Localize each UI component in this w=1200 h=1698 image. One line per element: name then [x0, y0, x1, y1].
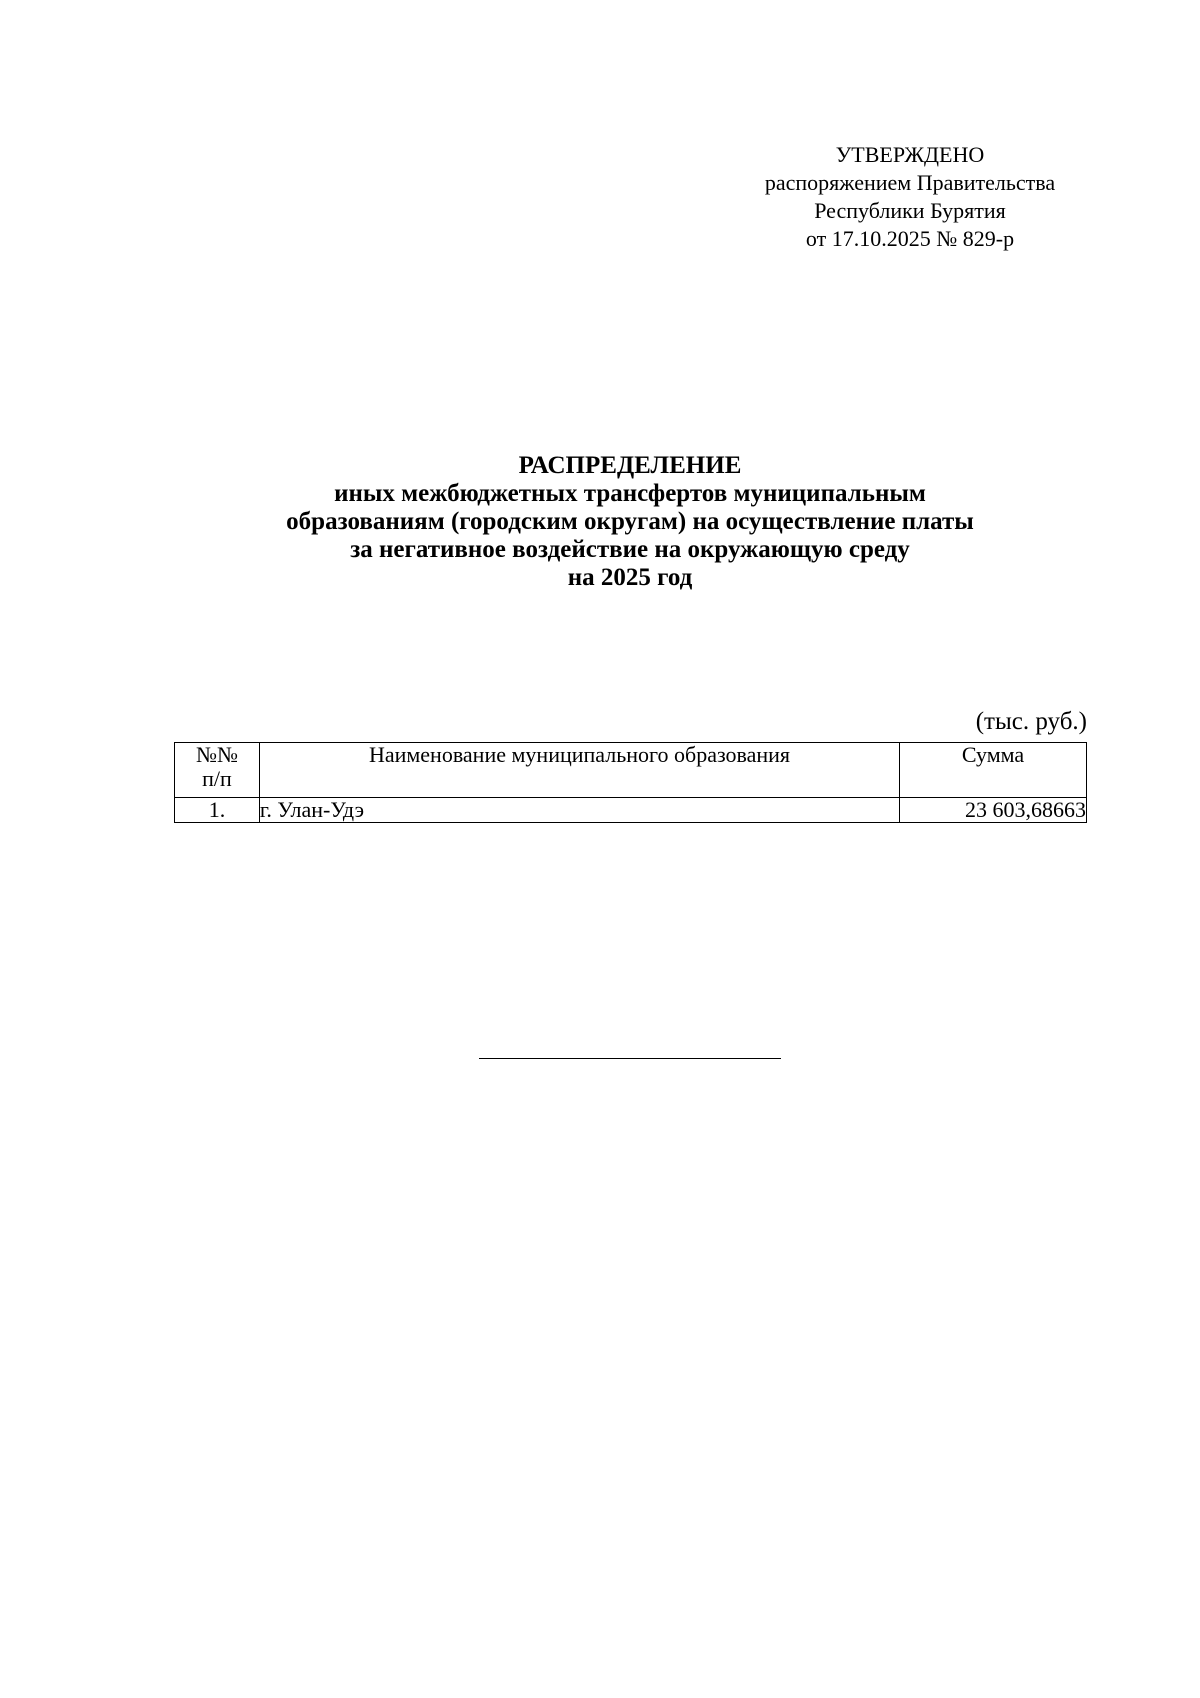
row-municipality-name: г. Улан-Удэ: [259, 798, 899, 823]
title-line-3: образованиям (городским округам) на осуществление платы: [286, 508, 974, 535]
row-sum: 23 603,68663: [900, 798, 1087, 823]
row-number: 1.: [175, 798, 260, 823]
table-header-row: [175, 743, 1087, 798]
header-number-line-2: п/п: [202, 766, 232, 791]
approval-date-number: от 17.10.2025 № 829-р: [805, 226, 1015, 251]
title-line-5: на 2025 год: [567, 564, 693, 591]
distribution-table: [174, 742, 1087, 823]
document-title: [150, 452, 1110, 592]
approval-stamp: [740, 141, 1080, 253]
title-line-2: иных межбюджетных трансфертов муниципальным: [334, 480, 926, 507]
header-name: Наименование муниципального образования: [259, 743, 899, 798]
approval-heading: УТВЕРЖДЕНО: [835, 142, 985, 167]
approval-region-line: Республики Бурятия: [814, 198, 1006, 223]
approval-issuer-line: распоряжением Правительства: [764, 170, 1056, 195]
table-row: [175, 798, 1087, 823]
header-number-line-1: №№: [195, 742, 238, 767]
title-line-1: РАСПРЕДЕЛЕНИЕ: [518, 452, 742, 479]
unit-label: (тыс. руб.): [975, 708, 1087, 735]
header-number: [175, 743, 260, 798]
title-line-4: за негативное воздействие на окружающую среду: [350, 536, 910, 563]
closing-rule: [479, 1058, 781, 1059]
header-sum: Сумма: [900, 743, 1087, 798]
